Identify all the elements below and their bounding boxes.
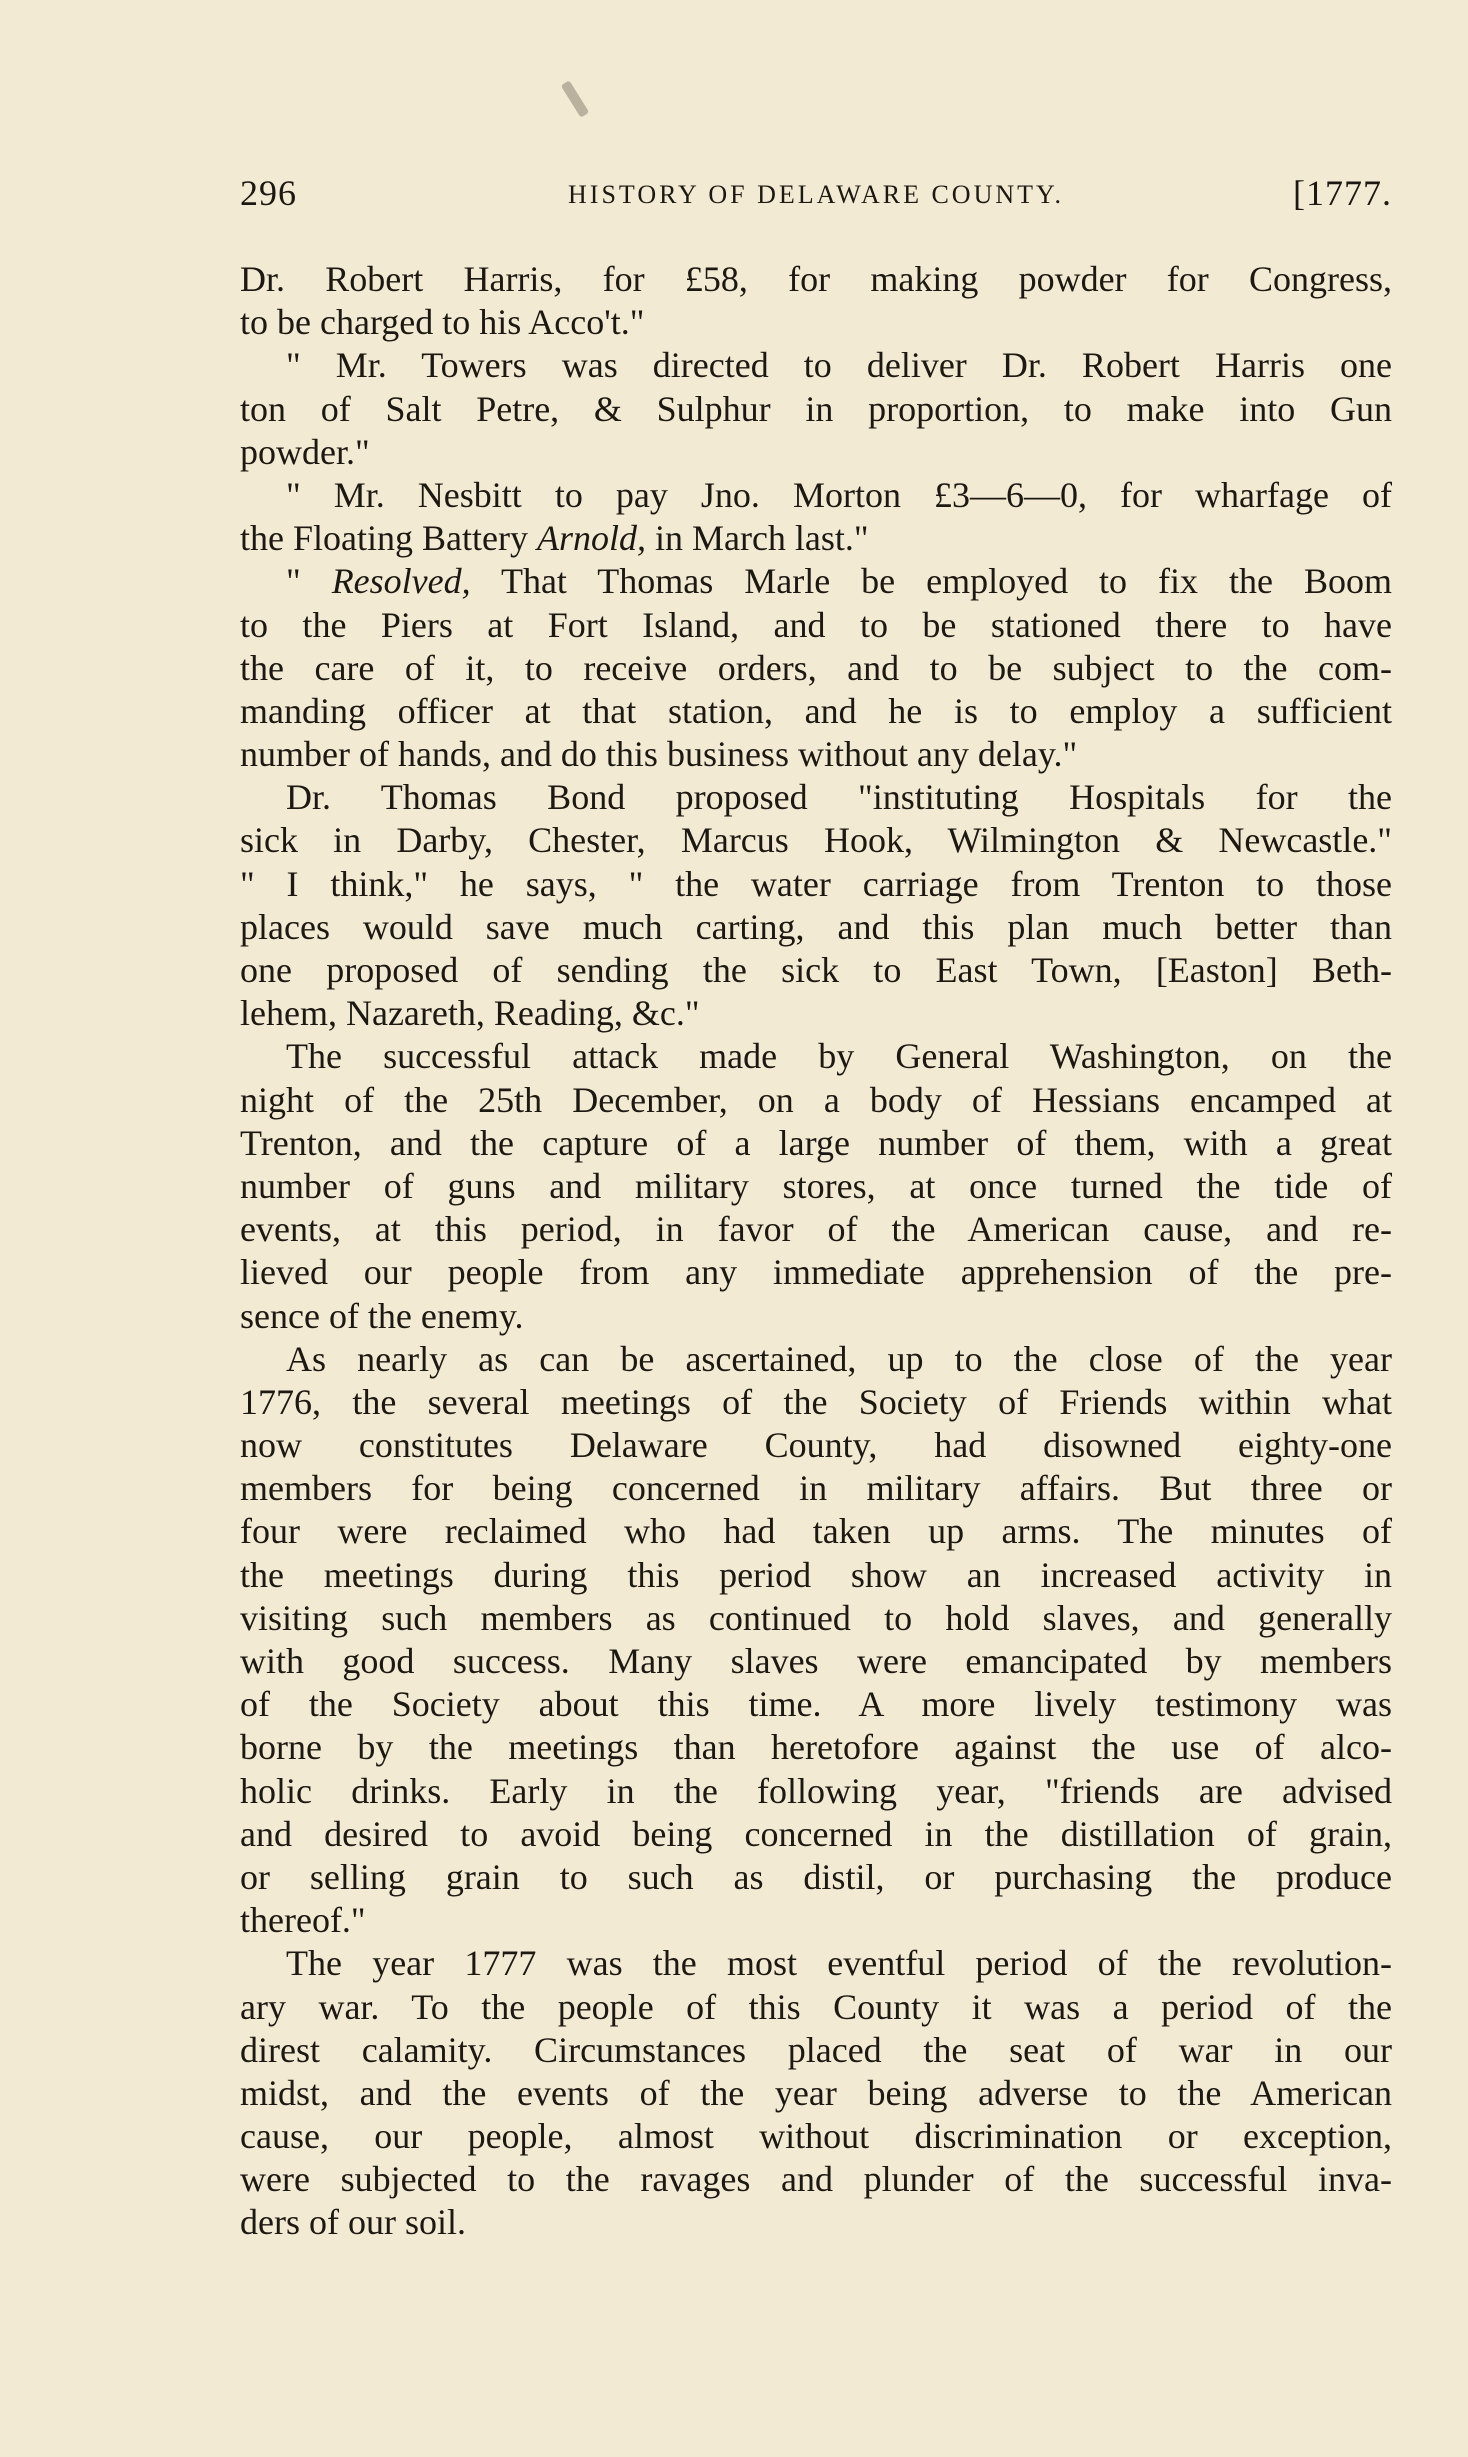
- text-line: [240, 1813, 1392, 1856]
- text-line-content: cause, our people, almost without discrimination or exception,: [240, 2116, 1392, 2157]
- text-line: [240, 819, 1392, 862]
- text-line: [240, 1295, 1392, 1338]
- text-line-content: places would save much carting, and this plan much better than: [240, 906, 1392, 947]
- page-number: 296: [240, 173, 297, 213]
- text-line-content: the care of it, to receive orders, and to be subject to the com-: [240, 647, 1392, 688]
- text-line-content: " Mr. Towers was directed to deliver Dr. Robert Harris one: [286, 345, 1392, 386]
- text-line: [240, 647, 1392, 690]
- text-line-content: sick in Darby, Chester, Marcus Hook, Wilmington & Newcastle.": [240, 820, 1392, 861]
- text-line-content: borne by the meetings than heretofore against the use of alco-: [240, 1727, 1392, 1768]
- text-line: [240, 1208, 1392, 1251]
- text-line-content: direst calamity. Circumstances placed the seat of war in our: [240, 2029, 1392, 2070]
- text-line-content: ": [286, 561, 332, 602]
- text-line: [240, 2072, 1392, 2115]
- text-line: [240, 2115, 1392, 2158]
- text-line-content: of the Society about this time. A more lively testimony was: [240, 1684, 1392, 1725]
- text-line: [240, 1510, 1392, 1553]
- text-line: [240, 776, 1392, 819]
- text-line-content: manding officer at that station, and he is to employ a sufficient: [240, 690, 1392, 731]
- text-line-content: night of the 25th December, on a body of Hessians encamped at: [240, 1079, 1392, 1120]
- text-line-content: " I think," he says, " the water carriage from Trenton to those: [240, 863, 1392, 904]
- text-line-content: lieved our people from any immediate apprehension of the pre-: [240, 1252, 1392, 1293]
- text-line: [240, 949, 1392, 992]
- text-line-content: were subjected to the ravages and plunder of the successful inva-: [240, 2159, 1392, 2200]
- text-line-content: now constitutes Delaware County, had disowned eighty-one: [240, 1425, 1392, 1466]
- text-line-content: The successful attack made by General Washington, on the: [286, 1036, 1392, 1077]
- text-line: [240, 431, 1392, 474]
- text-line: [240, 1899, 1392, 1942]
- text-line-content: The year 1777 was the most eventful period of the revolution-: [286, 1943, 1392, 1984]
- text-line-content: powder.": [240, 431, 370, 472]
- running-title: HISTORY OF DELAWARE COUNTY.: [568, 180, 1064, 209]
- text-line: [240, 1554, 1392, 1597]
- text-line-content: four were reclaimed who had taken up arms. The minutes of: [240, 1511, 1392, 1552]
- text-line-content: one proposed of sending the sick to East Town, [Easton] Beth-: [240, 950, 1392, 990]
- text-line-content: the meetings during this period show an increased activity in: [240, 1554, 1392, 1595]
- text-line-content: Dr. Thomas Bond proposed "instituting Hospitals for the: [286, 777, 1392, 818]
- running-head: [240, 172, 1392, 222]
- ink-smudge: [561, 80, 590, 118]
- text-line: [240, 1467, 1392, 1510]
- text-line: [240, 1079, 1392, 1122]
- text-line: [240, 2201, 1392, 2244]
- text-line: [240, 1942, 1392, 1985]
- text-line-content: 1776, the several meetings of the Society of Friends within what: [240, 1381, 1392, 1422]
- text-line-content: to be charged to his Acco't.": [240, 302, 645, 343]
- text-line: [240, 1726, 1392, 1769]
- text-line: [240, 517, 1392, 560]
- text-line: [240, 301, 1392, 344]
- text-line-content: " Mr. Nesbitt to pay Jno. Morton £3—6—0, for wharfage of: [286, 474, 1392, 515]
- text-line: [240, 258, 1392, 301]
- text-line: [240, 690, 1392, 733]
- text-line-content: members for being concerned in military affairs. But three or: [240, 1468, 1392, 1509]
- text-line: [240, 1640, 1392, 1683]
- text-line: [240, 1856, 1392, 1899]
- text-line: [240, 1597, 1392, 1640]
- text-line: [240, 1338, 1392, 1381]
- text-line: [240, 344, 1392, 387]
- running-year: [1777.: [1293, 173, 1392, 213]
- text-line-content: sence of the enemy.: [240, 1295, 524, 1336]
- text-line: [240, 1424, 1392, 1467]
- italic-text: Resolved,: [331, 561, 471, 602]
- text-line: [240, 863, 1392, 906]
- text-line-content: ton of Salt Petre, & Sulphur in proportion, to make into Gun: [240, 388, 1392, 429]
- text-line-content: midst, and the events of the year being adverse to the American: [240, 2072, 1392, 2113]
- text-line-content: or selling grain to such as distil, or purchasing the produce: [240, 1856, 1392, 1897]
- text-line-content: the Floating Battery: [240, 518, 537, 559]
- text-line-content: Dr. Robert Harris, for £58, for making powder for Congress,: [240, 259, 1392, 299]
- text-line: [240, 2158, 1392, 2201]
- text-line-content: lehem, Nazareth, Reading, &c.": [240, 993, 700, 1034]
- text-line: [240, 2029, 1392, 2072]
- text-line-content: ary war. To the people of this County it was a period of the: [240, 1986, 1392, 2027]
- text-line-content: to the Piers at Fort Island, and to be stationed there to have: [240, 604, 1392, 645]
- text-line: [240, 733, 1392, 776]
- text-line-content: with good success. Many slaves were emancipated by members: [240, 1641, 1392, 1681]
- text-line: [240, 906, 1392, 949]
- text-line: [240, 1165, 1392, 1208]
- text-line: [240, 1251, 1392, 1294]
- text-line-content: holic drinks. Early in the following year, "friends are advised: [240, 1770, 1392, 1811]
- text-line-content: thereof.": [240, 1900, 366, 1941]
- text-line-content: As nearly as can be ascertained, up to the close of the year: [286, 1338, 1392, 1379]
- text-line: [240, 388, 1392, 431]
- text-line-continuation: in March last.": [645, 518, 869, 559]
- text-line-content: visiting such members as continued to hold slaves, and generally: [240, 1597, 1392, 1638]
- text-line: [240, 1381, 1392, 1424]
- text-line: [240, 1122, 1392, 1165]
- text-line: [240, 992, 1392, 1035]
- italic-text: Arnold,: [536, 518, 646, 559]
- text-line: [240, 560, 1392, 603]
- text-line: [240, 1035, 1392, 1078]
- text-line: [240, 1770, 1392, 1813]
- text-line: [240, 1986, 1392, 2029]
- text-line: [240, 1683, 1392, 1726]
- body-text: [240, 258, 1392, 2245]
- text-line-content: and desired to avoid being concerned in the distillation of grain,: [240, 1813, 1392, 1854]
- text-line-content: number of hands, and do this business without any delay.": [240, 734, 1078, 775]
- text-line: [240, 474, 1392, 517]
- text-line-content: Trenton, and the capture of a large number of them, with a great: [240, 1122, 1392, 1163]
- text-line: [240, 604, 1392, 647]
- text-line-content: ders of our soil.: [240, 2202, 466, 2243]
- text-line-content: number of guns and military stores, at once turned the tide of: [240, 1165, 1392, 1206]
- text-line-continuation: That Thomas Marle be employed to fix the Boom: [470, 561, 1392, 602]
- text-line-content: events, at this period, in favor of the American cause, and re-: [240, 1209, 1392, 1250]
